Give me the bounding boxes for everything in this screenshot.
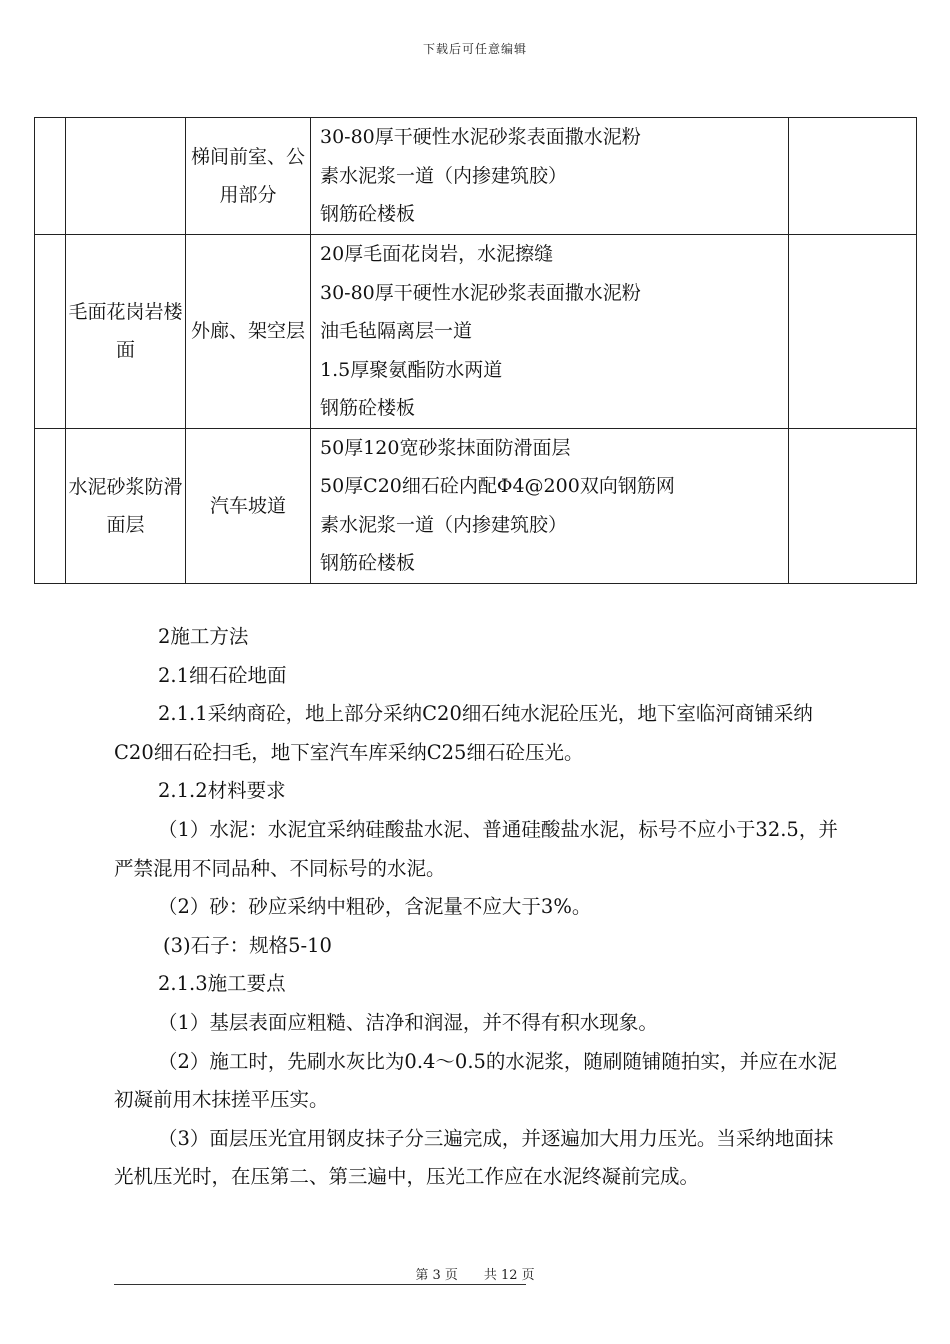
paragraph: (3)石子：规格5-10 — [163, 933, 332, 957]
paragraph: （1）水泥：水泥宜采纳硅酸盐水泥、普通硅酸盐水泥，标号不应小于32.5，并严禁混用不同品种、不同标号的水泥。 — [114, 817, 838, 880]
remark-cell — [789, 428, 917, 583]
header-note: 下载后可任意编辑 — [422, 42, 527, 56]
area-cell: 梯间前室、公用部分 — [186, 118, 311, 235]
layer-line: 钢筋砼楼板 — [320, 397, 416, 419]
layer-line: 30-80厚干硬性水泥砂浆表面撒水泥粉 — [320, 281, 641, 304]
layer-line: 1.5厚聚氨酯防水两道 — [320, 358, 503, 381]
layer-line: 油毛毡隔离层一道 — [320, 320, 473, 342]
subsection-heading: 2.1.3施工要点 — [158, 972, 286, 996]
body-text — [114, 618, 839, 1197]
floor-finish-table — [34, 117, 917, 584]
subsection-heading: 2.1细石砼地面 — [158, 663, 287, 687]
paragraph: （2）施工时，先刷水灰比为0.4～0.5的水泥浆，随刷随铺随拍实，并应在水泥初凝前用木抹搓平压实。 — [114, 1049, 837, 1112]
layer-line: 20厚毛面花岗岩，水泥擦缝 — [320, 243, 554, 265]
layer-line: 钢筋砼楼板 — [320, 552, 416, 574]
table-row — [35, 428, 917, 583]
layer-line: 素水泥浆一道（内掺建筑胶） — [320, 513, 568, 536]
area-cell: 汽车坡道 — [186, 428, 311, 583]
finish-name-cell: 毛面花岗岩楼面 — [66, 235, 186, 429]
finish-name-cell — [66, 118, 186, 235]
layers-cell — [311, 428, 789, 583]
page-number: 第 3 页 共 12 页 — [415, 1268, 535, 1283]
index-cell — [35, 428, 66, 583]
remark-cell — [789, 118, 917, 235]
layers-cell — [311, 118, 789, 235]
index-cell — [35, 118, 66, 235]
table-row — [35, 235, 917, 429]
remark-cell — [789, 235, 917, 429]
index-cell — [35, 235, 66, 429]
area-cell: 外廊、架空层 — [186, 235, 311, 429]
paragraph: （2）砂：砂应采纳中粗砂，含泥量不应大于3%。 — [158, 895, 592, 919]
layer-line: 50厚120宽砂浆抹面防滑面层 — [320, 436, 571, 459]
layer-line: 素水泥浆一道（内掺建筑胶） — [320, 164, 568, 187]
paragraph: 2.1.1采纳商砼，地上部分采纳C20细石纯水泥砼压光，地下室临河商铺采纳C20细石砼扫毛，地下室汽车库采纳C25细石砼压光。 — [114, 702, 813, 764]
layer-line: 钢筋砼楼板 — [320, 203, 416, 226]
section-heading: 2施工方法 — [158, 625, 249, 648]
paragraph: （3）面层压光宜用钢皮抹子分三遍完成，并逐遍加大用力压光。当采纳地面抹光机压光时，在压第二、第三遍中，压光工作应在水泥终凝前完成。 — [114, 1126, 834, 1189]
paragraph: （1）基层表面应粗糙、洁净和润湿，并不得有积水现象。 — [158, 1010, 658, 1034]
layer-line: 30-80厚干硬性水泥砂浆表面撒水泥粉 — [320, 126, 641, 149]
subsection-heading: 2.1.2材料要求 — [158, 779, 286, 803]
finish-name-cell: 水泥砂浆防滑面层 — [66, 428, 186, 583]
table-row — [35, 118, 917, 235]
layer-line: 50厚C20细石砼内配Φ4@200双向钢筋网 — [320, 475, 675, 497]
layers-cell — [311, 235, 789, 429]
footer-rule — [114, 1284, 526, 1285]
